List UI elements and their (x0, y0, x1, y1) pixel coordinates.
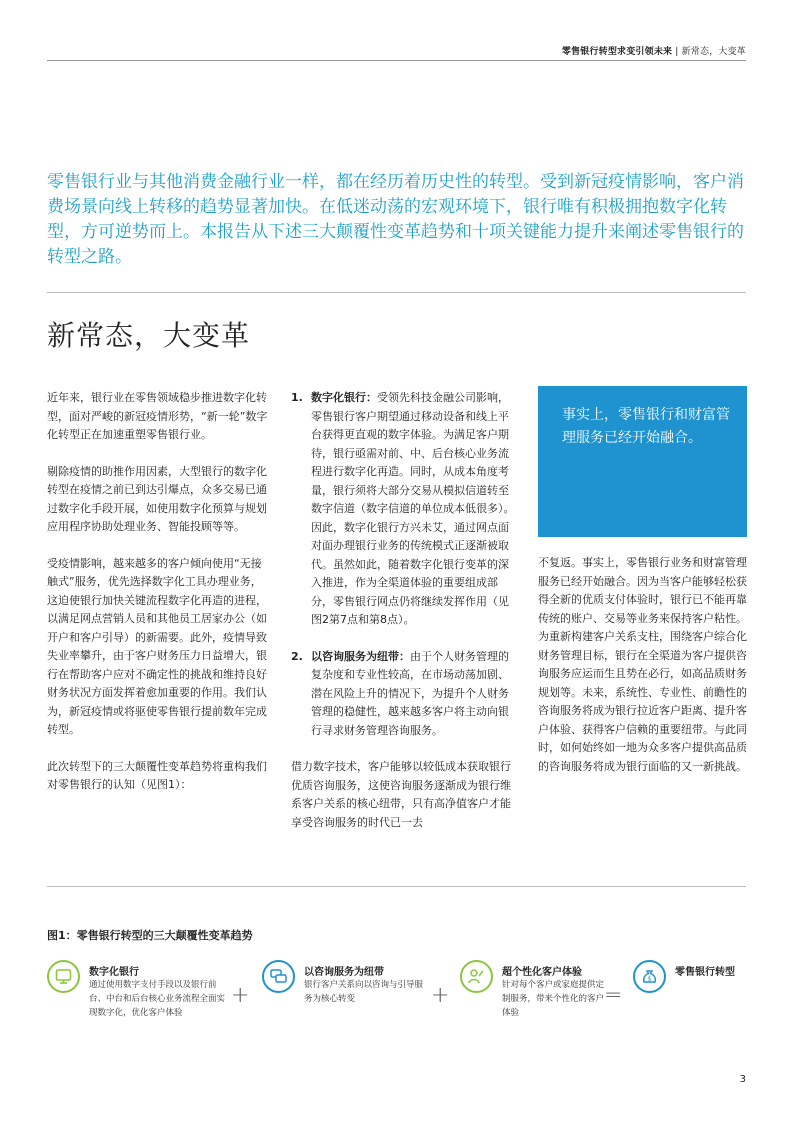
personalize-icon (460, 960, 493, 993)
trend-title: 以咨询服务为纽带 (304, 967, 384, 978)
plus-operator: + (231, 983, 250, 1008)
trend-item-advisory (291, 648, 518, 741)
paragraph: 近年来，银行业在零售领域稳步推进数字化转型，面对严峻的新冠疫情形势，“新一轮”数字化转型正在加速重塑零售银行业。 (47, 391, 268, 441)
paragraph: 受疫情影响，越来越多的客户倾向使用“无接触式”服务，优先选择数字化工具办理业务，这迫使银行加快关键流程数字化再造的进程，以满足网点营销人员和其他员工居家办公（如开户和客户引导）的新需要。此外，疫情导致失业率攀升，由于客户财务压力日益增大，银行在帮助客户应对不确定性的挑战和维持良好财务状况方面发挥着愈加重要的作用。我们认为，新冠疫情或将驱使零售银行提前数年完成转型。 (47, 556, 267, 736)
section-title: 新常态，大变革 (47, 319, 251, 352)
plus-operator: + (431, 983, 450, 1008)
item-text: 由于个人财务管理的复杂度和专业性较高，在市场动荡加剧、潜在风险上升的情况下，为提升个人财务管理的稳健性，越来越多客户将主动向银行寻求财务管理咨询服务。 (311, 649, 509, 737)
intro-paragraph: 零售银行业与其他消费金融行业一样，都在经历着历史性的转型。受到新冠疫情影响，客户消费场景向线上转移的趋势显著加快。在低迷动荡的宏观环境下，银行唯有积极拥抱数字化转型，方可逆势而上。本报告从下述三大颠覆性变革趋势和十项关键能力提升来阐述零售银行的转型之路。 (47, 172, 744, 267)
item-title: 以咨询服务为纽带： (311, 649, 410, 663)
item-title: 数字化银行： (311, 391, 377, 404)
header-separator: | (675, 47, 679, 57)
trend-title: 数字化银行 (89, 967, 139, 978)
header-title: 零售银行转型求变引领未来 (561, 47, 673, 57)
pull-quote (538, 386, 747, 537)
trend-desc: 银行客户关系向以咨询与引导服务为核心转变 (304, 980, 424, 1004)
section-divider-bottom (47, 886, 746, 887)
paragraph: 借力数字技术，客户能够以较低成本获取银行优质咨询服务，这使咨询服务逐渐成为银行维系客户关系的核心纽带，只有高净值客户才能享受咨询服务的时代已一去 (291, 760, 511, 829)
money-bag-icon (633, 960, 666, 993)
paragraph: 不复返。事实上，零售银行业务和财富管理服务已经开始融合。因为当客户能够轻松获得全新的优质支付体验时，银行已不能再靠传统的账户、交易等业务来保持客户粘性。为重新构建客户关系支柱，围绕客户综合化财务管理目标，银行在全渠道为客户提供咨询服务应运而生且势在必行，如高品质财务规划等。未来，系统性、专业性、前瞻性的咨询服务将成为银行拉近客户距离、提升客户体验、获得客户信赖的重要纽带。与此同时，如何始终如一地为众多客户提供高品质的咨询服务将成为银行面临的又一新挑战。 (538, 556, 747, 773)
section-divider-top (47, 292, 746, 293)
pull-quote-text: 事实上，零售银行和财富管理服务已经开始融合。 (562, 407, 730, 446)
trend-desc: 针对每个客户或家庭提供定制服务，带来个性化的客户体验 (502, 980, 605, 1018)
svg-text:$: $ (647, 975, 652, 983)
paragraph: 此次转型下的三大颠覆性变革趋势将重构我们对零售银行的认知（见图1）： (47, 759, 267, 791)
header-rule (47, 60, 746, 61)
paragraph: 剔除疫情的助推作用因素，大型银行的数字化转型在疫情之前已到达引爆点，众多交易已通过数字化手段开展，如使用数字化预算与规划应用程序协助处理业务、智能投顾等等。 (47, 464, 267, 533)
running-header (562, 44, 746, 57)
item-number: 1. (291, 391, 303, 404)
item-text: 受领先科技金融公司影响，零售银行客户期望通过移动设备和线上平台获得更直观的数字体验。为满足客户期待，银行亟需对前、中、后台核心业务流程进行数字化再造。同时，从成本角度考量，银行须将大部分交易从模拟信道转至数字信道（数字信道的单位成本低很多）。因此，数字化银行方兴未艾，通过网点面对面办理银行业务的传统模式正逐渐被取代。虽然如此，随着数字化银行变革的深入推进，作为全渠道体验的重要组成部分，零售银行网点仍将继续发挥作用（见图2第7点和第8点）。 (311, 391, 515, 626)
trend-item-digital (291, 389, 518, 630)
trend-desc: 通过使用数字支付手段以及银行前台、中台和后台核心业务流程全面实现数字化，优化客户体验 (89, 980, 226, 1018)
body-column-3 (538, 554, 748, 794)
monitor-icon (47, 960, 80, 993)
item-number: 2. (291, 649, 303, 663)
equals-operator: = (604, 983, 623, 1008)
chat-icon (262, 960, 295, 993)
page-number: 3 (739, 1074, 746, 1085)
figure-title: 图1：零售银行转型的三大颠覆性变革趋势 (47, 929, 253, 942)
trend-title: 零售银行转型 (675, 967, 735, 978)
body-column-1 (47, 389, 271, 813)
trend-title: 超个性化客户体验 (502, 967, 582, 978)
header-subtitle: 新常态，大变革 (681, 47, 746, 57)
body-column-2 (291, 389, 518, 850)
